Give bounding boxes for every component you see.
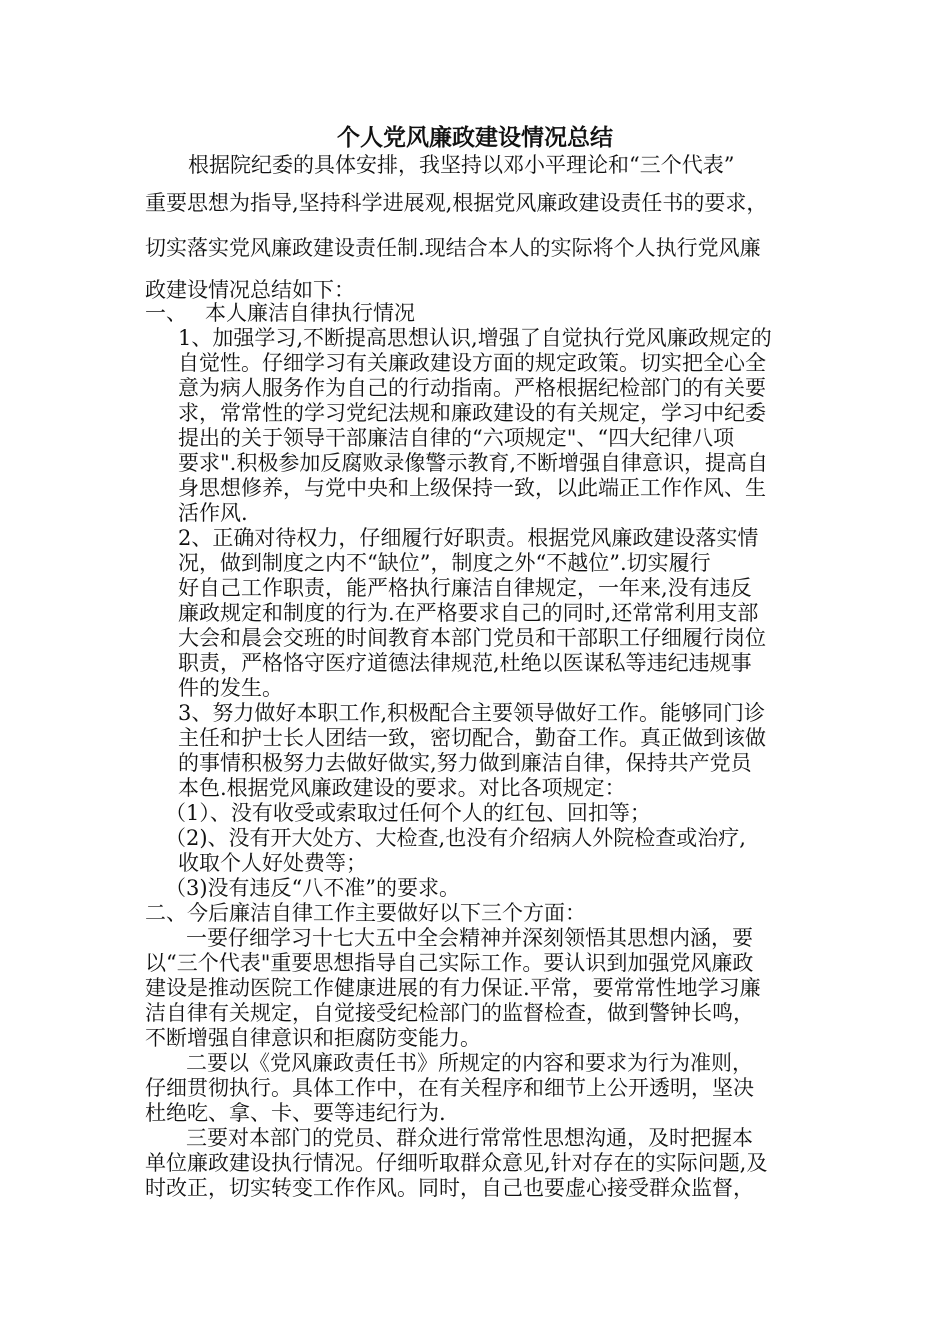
body-line: 洁自律有关规定，自觉接受纪检部门的监督检查，做到警钟长鸣， xyxy=(145,1001,754,1025)
list-item: （2)、没有开大处方、大检查,也没有介绍病人外院检查或治疗, xyxy=(165,826,746,850)
intro-line: 重要思想为指导,坚持科学进展观,根据党风廉政建设责任书的要求， xyxy=(145,191,768,215)
body-line: 提出的关于领导干部廉洁自律的“六项规定"、“四大纪律八项 xyxy=(178,426,735,450)
body-line: 好自己工作职责，能严格执行廉洁自律规定，一年来,没有违反 xyxy=(178,576,752,600)
list-item: 收取个人好处费等； xyxy=(178,851,367,875)
body-line: 廉政规定和制度的行为.在严格要求自己的同时,还常常利用支部 xyxy=(178,601,759,625)
body-line: 以“三个代表"重要思想指导自己实际工作。要认识到加强党风廉政 xyxy=(145,951,754,975)
body-line: 主任和护士长人团结一致，密切配合，勤奋工作。真正做到该做 xyxy=(178,726,766,750)
body-line: 况，做到制度之内不“缺位”，制度之外“不越位”.切实履行 xyxy=(178,551,711,575)
body-line: 2、正确对待权力，仔细履行好职责。根据党风廉政建设落实情 xyxy=(178,526,759,550)
body-line: 求，常常性的学习党纪法规和廉政建设的有关规定，学习中纪委 xyxy=(178,401,766,425)
body-line: 活作风. xyxy=(178,501,248,525)
body-line: 大会和晨会交班的时间教育本部门党员和干部职工仔细履行岗位 xyxy=(178,626,766,650)
body-line: 自觉性。仔细学习有关廉政建设方面的规定政策。切实把全心全 xyxy=(178,351,766,375)
body-line: 杜绝吃、拿、卡、要等违纪行为. xyxy=(145,1101,446,1125)
body-line: 仔细贯彻执行。具体工作中，在有关程序和细节上公开透明，坚决 xyxy=(145,1076,754,1100)
body-line: 意为病人服务作为自己的行动指南。严格根据纪检部门的有关要 xyxy=(178,376,766,400)
section-heading: 本人廉洁自律执行情况 xyxy=(205,301,415,325)
body-line: 三要对本部门的党员、群众进行常常性思想沟通，及时把握本 xyxy=(186,1126,753,1150)
body-line: 件的发生。 xyxy=(178,676,283,700)
body-line: 要求".积极参加反腐败录像警示教育,不断增强自律意识，提高自 xyxy=(178,451,769,475)
section-number: 一、 xyxy=(145,301,187,325)
intro-line: 根据院纪委的具体安排，我坚持以邓小平理论和“三个代表” xyxy=(188,153,735,177)
body-line: 的事情积极努力去做好做实,努力做到廉洁自律，保持共产党员 xyxy=(178,751,752,775)
body-line: 不断增强自律意识和拒腐防变能力。 xyxy=(145,1026,481,1050)
section-heading: 二、今后廉洁自律工作主要做好以下三个方面： xyxy=(145,901,586,925)
body-line: 职责，严格恪守医疗道德法律规范,杜绝以医谋私等违纪违规事 xyxy=(178,651,752,675)
body-line: 本色.根据党风廉政建设的要求。对比各项规定： xyxy=(178,776,626,800)
body-line: 身思想修养，与党中央和上级保持一致，以此端正工作作风、生 xyxy=(178,476,766,500)
body-line: 3、努力做好本职工作,积极配合主要领导做好工作。能够同门诊 xyxy=(178,701,766,725)
body-line: 时改正，切实转变工作作风。同时，自己也要虚心接受群众监督， xyxy=(145,1176,754,1200)
body-line: 一要仔细学习十七大五中全会精神并深刻领悟其思想内涵，要 xyxy=(186,926,753,950)
body-line: 建设是推动医院工作健康进展的有力保证.平常，要常常性地学习廉 xyxy=(145,976,761,1000)
intro-line: 政建设情况总结如下： xyxy=(145,278,355,302)
list-item: （3)没有违反“八不准”的要求。 xyxy=(165,876,461,900)
body-line: 1、加强学习,不断提高思想认识,增强了自觉执行党风廉政规定的 xyxy=(178,326,772,350)
intro-line: 切实落实党风廉政建设责任制.现结合本人的实际将个人执行党风廉 xyxy=(145,236,761,260)
list-item: （1）、没有收受或索取过任何个人的红包、回扣等； xyxy=(165,801,651,825)
body-line: 单位廉政建设执行情况。仔细听取群众意见,针对存在的实际问题,及 xyxy=(145,1151,768,1175)
body-line: 二要以《党风廉政责任书》所规定的内容和要求为行为准则， xyxy=(186,1051,753,1075)
document-title: 个人党风廉政建设情况总结 xyxy=(337,124,613,151)
